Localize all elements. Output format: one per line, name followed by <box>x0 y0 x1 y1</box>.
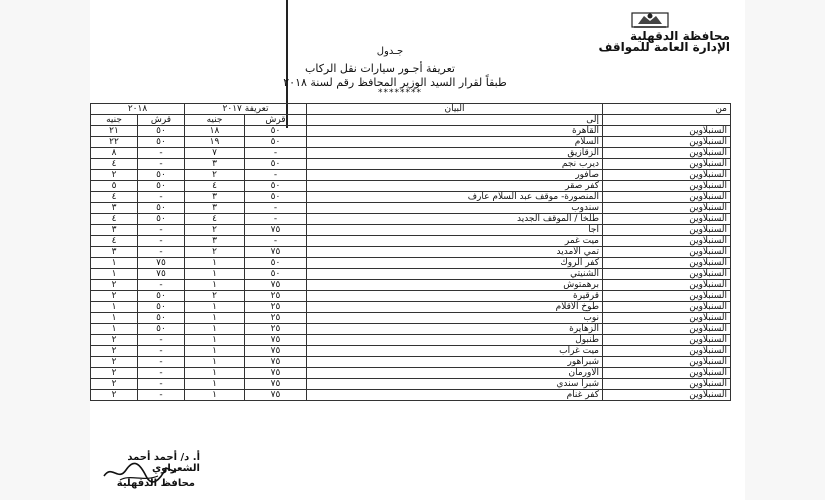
cell-piaster-2018: - <box>138 192 185 203</box>
cell-piaster-2018: ٧٥ <box>138 258 185 269</box>
cell-destination: سندوب <box>307 203 603 214</box>
cell-destination: شبراهور <box>307 357 603 368</box>
cell-piaster-2017: ٢٥ <box>245 291 307 302</box>
cell-piaster-2017: ٥٠ <box>245 126 307 137</box>
cell-pound-2018: ١ <box>91 302 138 313</box>
cell-pound-2018: ٢ <box>91 335 138 346</box>
department-name: الإدارة العامة للمواقف <box>598 40 730 54</box>
cell-origin: السنبلاوين <box>603 269 731 280</box>
cell-origin: السنبلاوين <box>603 280 731 291</box>
signatory-title: محافظ الدقهلية <box>116 478 195 489</box>
cell-pound-2017: ٤ <box>185 214 245 225</box>
header-statement: البيان <box>307 104 603 115</box>
table-row <box>91 258 731 269</box>
cell-pound-2017: ٣ <box>185 236 245 247</box>
cell-destination: المنصورة- موقف عبد السلام عارف <box>307 192 603 203</box>
cell-destination: السلام <box>307 137 603 148</box>
cell-origin: السنبلاوين <box>603 379 731 390</box>
cell-destination: ديرب نجم <box>307 159 603 170</box>
cell-piaster-2018: - <box>138 390 185 401</box>
cell-piaster-2017: ٢٥ <box>245 324 307 335</box>
table-row <box>91 236 731 247</box>
cell-piaster-2018: - <box>138 225 185 236</box>
cell-piaster-2017: - <box>245 148 307 159</box>
cell-pound-2017: ١ <box>185 324 245 335</box>
cell-pound-2018: ٢ <box>91 280 138 291</box>
cell-pound-2018: ١ <box>91 313 138 324</box>
cell-piaster-2017: ٧٥ <box>245 335 307 346</box>
cell-piaster-2017: ٢٥ <box>245 302 307 313</box>
cell-pound-2017: ٢ <box>185 225 245 236</box>
table-subheader-row <box>91 115 731 126</box>
table-row <box>91 313 731 324</box>
header-blank <box>603 115 731 126</box>
cell-piaster-2018: ٥٠ <box>138 302 185 313</box>
table-row <box>91 280 731 291</box>
cell-piaster-2018: ٥٠ <box>138 324 185 335</box>
cell-piaster-2018: - <box>138 335 185 346</box>
signatory-name: أ. د/ أحمد أحمد الشعراوي <box>127 452 200 474</box>
table-row <box>91 291 731 302</box>
cell-pound-2017: ١ <box>185 280 245 291</box>
cell-pound-2017: ٢ <box>185 291 245 302</box>
cell-piaster-2018: - <box>138 236 185 247</box>
cell-pound-2018: ٣ <box>91 203 138 214</box>
table-row <box>91 214 731 225</box>
cell-piaster-2018: - <box>138 280 185 291</box>
cell-origin: السنبلاوين <box>603 148 731 159</box>
cell-pound-2017: ١ <box>185 346 245 357</box>
cell-piaster-2018: - <box>138 368 185 379</box>
cell-piaster-2017: ٥٠ <box>245 159 307 170</box>
cell-destination: قرقيرة <box>307 291 603 302</box>
cell-destination: كفر صقر <box>307 181 603 192</box>
cell-origin: السنبلاوين <box>603 324 731 335</box>
table-row <box>91 390 731 401</box>
cell-pound-2017: ١ <box>185 368 245 379</box>
cell-pound-2018: ٢ <box>91 379 138 390</box>
cell-destination: القاهرة <box>307 126 603 137</box>
cell-destination: برهمتوش <box>307 280 603 291</box>
cell-origin: السنبلاوين <box>603 225 731 236</box>
cell-piaster-2017: ٥٠ <box>245 258 307 269</box>
cell-piaster-2018: ٥٠ <box>138 203 185 214</box>
cell-origin: السنبلاوين <box>603 258 731 269</box>
cell-piaster-2018: ٥٠ <box>138 313 185 324</box>
cell-pound-2017: ٢ <box>185 247 245 258</box>
cell-pound-2018: ١ <box>91 269 138 280</box>
cell-piaster-2018: ٥٠ <box>138 181 185 192</box>
cell-piaster-2017: ٥٠ <box>245 269 307 280</box>
cell-piaster-2017: ٧٥ <box>245 225 307 236</box>
cell-pound-2018: ٤ <box>91 236 138 247</box>
cell-origin: السنبلاوين <box>603 346 731 357</box>
header-tariff-2017: تعريفة ٢٠١٧ <box>185 104 307 115</box>
document-subtitle: طبقاً لقرار السيد الوزير المحافظ رقم لسنة ٢٠١٨ <box>283 76 507 89</box>
table-row <box>91 346 731 357</box>
header-pound-2017: جنيه <box>185 115 245 126</box>
cell-origin: السنبلاوين <box>603 214 731 225</box>
cell-pound-2017: ٣ <box>185 203 245 214</box>
cell-destination: الزقازيق <box>307 148 603 159</box>
header-piaster-2018: قرش <box>138 115 185 126</box>
cell-pound-2018: ٢ <box>91 346 138 357</box>
cell-piaster-2018: ٥٠ <box>138 126 185 137</box>
cell-piaster-2018: ٥٠ <box>138 137 185 148</box>
cell-pound-2018: ٣ <box>91 247 138 258</box>
cell-pound-2018: ٢٢ <box>91 137 138 148</box>
table-row <box>91 148 731 159</box>
cell-pound-2017: ١ <box>185 335 245 346</box>
cell-piaster-2018: ٥٠ <box>138 291 185 302</box>
cell-pound-2017: ١ <box>185 258 245 269</box>
cell-piaster-2017: ٥٠ <box>245 192 307 203</box>
cell-destination: طنبول <box>307 335 603 346</box>
cell-piaster-2018: ٥٠ <box>138 214 185 225</box>
cell-piaster-2017: ٧٥ <box>245 390 307 401</box>
cell-destination: ميت غراب <box>307 346 603 357</box>
cell-pound-2018: ٥ <box>91 181 138 192</box>
cell-destination: شبرا سندي <box>307 379 603 390</box>
document-title: تعريفة أجـور سيارات نقل الركاب <box>304 62 455 75</box>
cell-origin: السنبلاوين <box>603 236 731 247</box>
cell-pound-2018: ١ <box>91 324 138 335</box>
document-label: جـدول <box>376 46 404 57</box>
cell-origin: السنبلاوين <box>603 181 731 192</box>
cell-destination: ميت غمر <box>307 236 603 247</box>
cell-origin: السنبلاوين <box>603 192 731 203</box>
table-row <box>91 126 731 137</box>
cell-piaster-2018: - <box>138 346 185 357</box>
header-pound-2018: جنيه <box>91 115 138 126</box>
table-row <box>91 368 731 379</box>
cell-piaster-2017: ٧٥ <box>245 379 307 390</box>
cell-piaster-2018: - <box>138 148 185 159</box>
cell-piaster-2017: ٧٥ <box>245 247 307 258</box>
cell-pound-2017: ١ <box>185 390 245 401</box>
table-row <box>91 357 731 368</box>
cell-piaster-2018: - <box>138 379 185 390</box>
fare-table <box>90 103 731 401</box>
cell-pound-2018: ٤ <box>91 159 138 170</box>
cell-origin: السنبلاوين <box>603 203 731 214</box>
cell-piaster-2017: - <box>245 236 307 247</box>
cell-piaster-2017: ٢٥ <box>245 313 307 324</box>
table-row <box>91 203 731 214</box>
cell-destination: تمي الأمديد <box>307 247 603 258</box>
cell-pound-2018: ٢ <box>91 170 138 181</box>
cell-piaster-2018: ٧٥ <box>138 269 185 280</box>
cell-pound-2017: ٢ <box>185 170 245 181</box>
cell-origin: السنبلاوين <box>603 302 731 313</box>
cell-origin: السنبلاوين <box>603 159 731 170</box>
table-row <box>91 181 731 192</box>
cell-piaster-2018: ٥٠ <box>138 170 185 181</box>
cell-origin: السنبلاوين <box>603 247 731 258</box>
cell-destination: طلخا / الموقف الجديد <box>307 214 603 225</box>
cell-piaster-2018: - <box>138 159 185 170</box>
cell-pound-2017: ٧ <box>185 148 245 159</box>
table-header-row <box>91 104 731 115</box>
cell-pound-2017: ١ <box>185 357 245 368</box>
cell-pound-2017: ٤ <box>185 181 245 192</box>
table-row <box>91 335 731 346</box>
cell-piaster-2017: ٧٥ <box>245 357 307 368</box>
egypt-coat-of-arms-icon <box>626 10 674 30</box>
cell-pound-2017: ١٨ <box>185 126 245 137</box>
cell-pound-2017: ٣ <box>185 159 245 170</box>
cell-destination: أجا <box>307 225 603 236</box>
cell-destination: كفر الروك <box>307 258 603 269</box>
cell-piaster-2017: ٥٠ <box>245 137 307 148</box>
table-row <box>91 170 731 181</box>
cell-pound-2017: ١ <box>185 302 245 313</box>
cell-piaster-2017: ٧٥ <box>245 280 307 291</box>
cell-pound-2017: ١ <box>185 313 245 324</box>
cell-destination: طوخ الأقلام <box>307 302 603 313</box>
left-margin <box>0 0 90 500</box>
cell-pound-2018: ٢ <box>91 291 138 302</box>
cell-pound-2018: ١ <box>91 258 138 269</box>
cell-piaster-2017: ٧٥ <box>245 368 307 379</box>
table-row <box>91 159 731 170</box>
cell-origin: السنبلاوين <box>603 126 731 137</box>
table-row <box>91 379 731 390</box>
cell-piaster-2017: - <box>245 170 307 181</box>
cell-origin: السنبلاوين <box>603 368 731 379</box>
table-row <box>91 247 731 258</box>
cell-piaster-2018: - <box>138 357 185 368</box>
table-row <box>91 302 731 313</box>
cell-pound-2018: ٤ <box>91 192 138 203</box>
cell-pound-2018: ٢ <box>91 390 138 401</box>
governorate-name: محافظة الدقهلية <box>630 29 730 43</box>
header-piaster-2017: قرش <box>245 115 307 126</box>
table-row <box>91 225 731 236</box>
cell-piaster-2017: - <box>245 214 307 225</box>
table-row <box>91 324 731 335</box>
cell-destination: الأورمان <box>307 368 603 379</box>
cell-piaster-2017: ٧٥ <box>245 346 307 357</box>
cell-destination: الشنيتي <box>307 269 603 280</box>
table-row <box>91 192 731 203</box>
cell-piaster-2018: - <box>138 247 185 258</box>
cell-origin: السنبلاوين <box>603 170 731 181</box>
cell-origin: السنبلاوين <box>603 137 731 148</box>
cell-pound-2018: ٢ <box>91 357 138 368</box>
header-from: من <box>603 104 731 115</box>
cell-pound-2017: ١٩ <box>185 137 245 148</box>
cell-destination: كفر غنام <box>307 390 603 401</box>
cell-pound-2018: ٢ <box>91 368 138 379</box>
cell-destination: صافور <box>307 170 603 181</box>
cell-destination: نوب <box>307 313 603 324</box>
cell-origin: السنبلاوين <box>603 313 731 324</box>
cell-origin: السنبلاوين <box>603 357 731 368</box>
right-margin <box>745 0 825 500</box>
title-stars: ******** <box>378 88 422 98</box>
cell-pound-2018: ٤ <box>91 214 138 225</box>
cell-pound-2017: ١ <box>185 379 245 390</box>
cell-piaster-2017: ٥٠ <box>245 181 307 192</box>
cell-origin: السنبلاوين <box>603 335 731 346</box>
cell-pound-2018: ٢١ <box>91 126 138 137</box>
cell-pound-2018: ٨ <box>91 148 138 159</box>
cell-pound-2018: ٣ <box>91 225 138 236</box>
cell-destination: الزهايرة <box>307 324 603 335</box>
header-to: إلى <box>307 115 603 126</box>
cell-origin: السنبلاوين <box>603 390 731 401</box>
cell-piaster-2017: - <box>245 203 307 214</box>
cell-origin: السنبلاوين <box>603 291 731 302</box>
table-row <box>91 137 731 148</box>
cell-pound-2017: ١ <box>185 269 245 280</box>
table-row <box>91 269 731 280</box>
cell-pound-2017: ٣ <box>185 192 245 203</box>
header-tariff-2018: ٢٠١٨ <box>91 104 185 115</box>
